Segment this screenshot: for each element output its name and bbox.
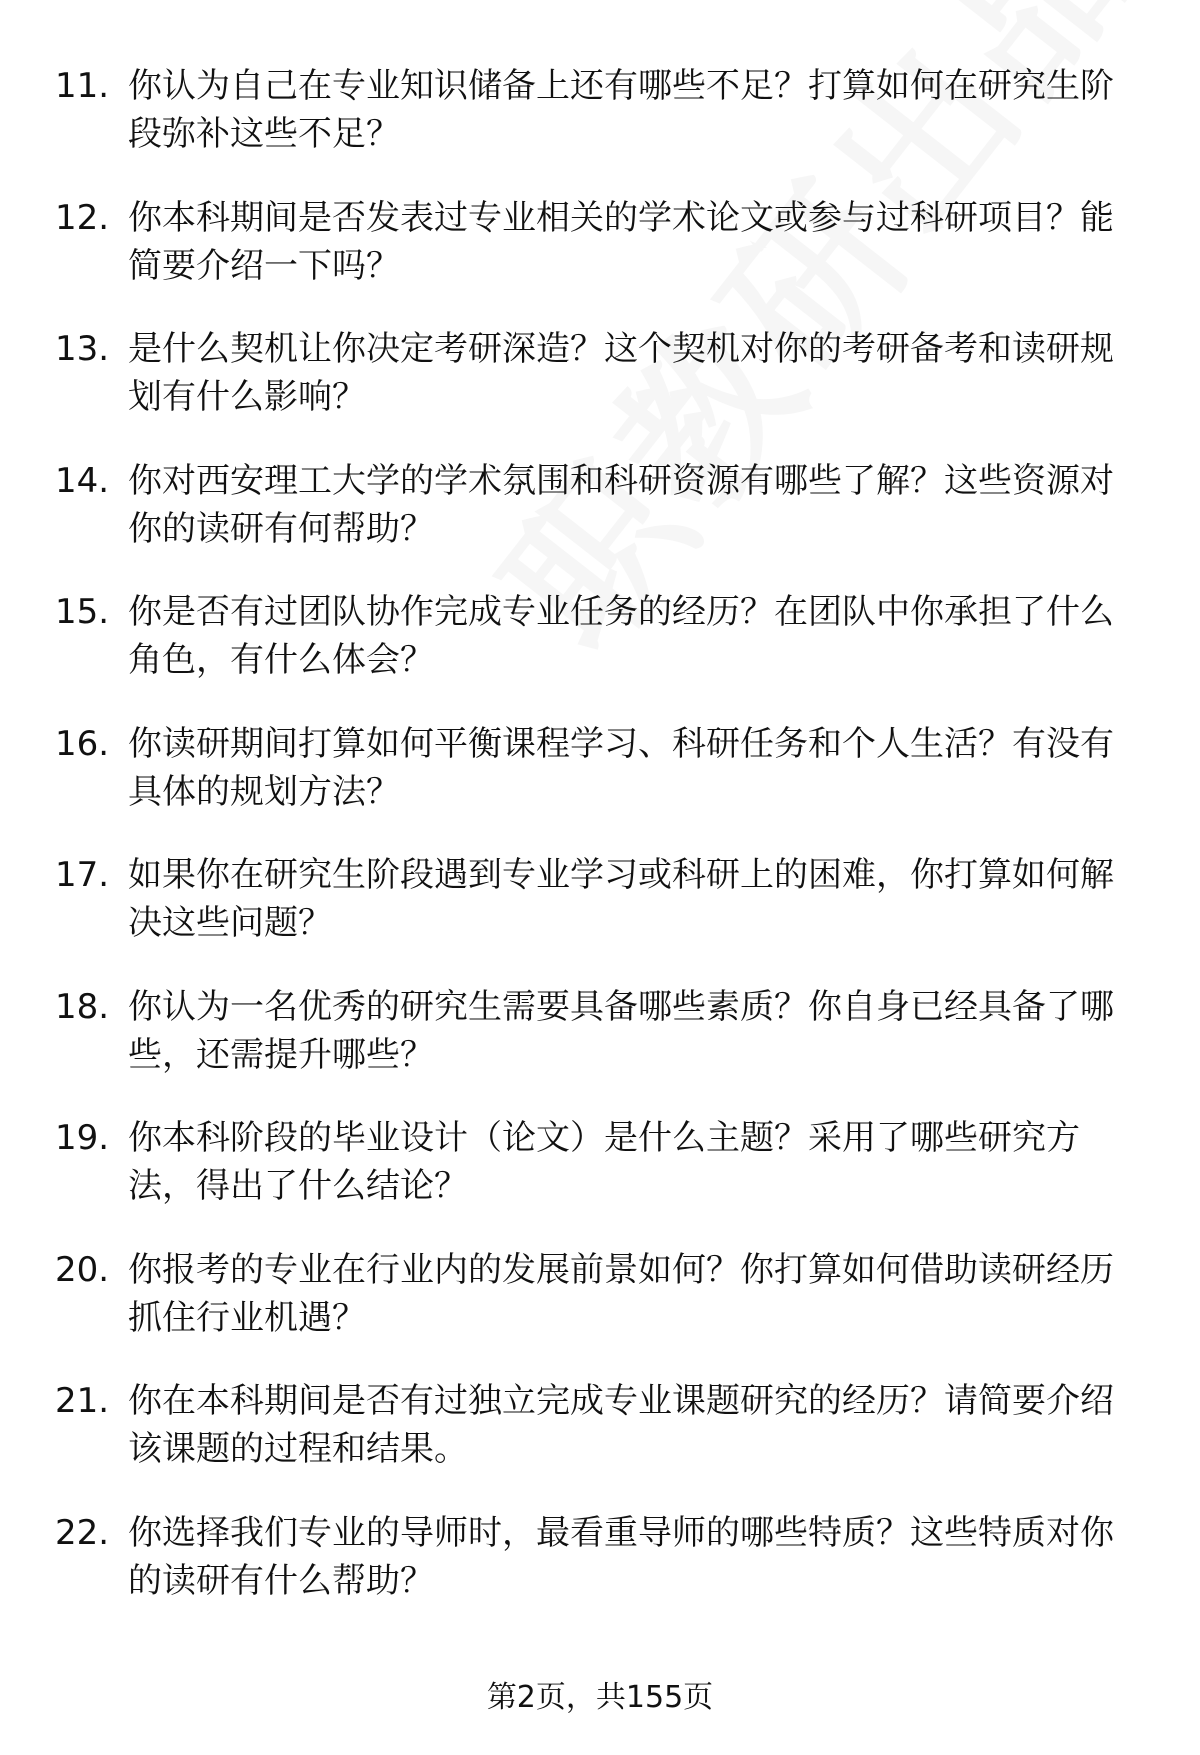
question-item bbox=[0, 700, 1200, 832]
question-text: 你报考的专业在行业内的发展前景如何？你打算如何借助读研经历抓住行业机遇？ bbox=[128, 1249, 1114, 1338]
question-item bbox=[0, 963, 1200, 1095]
question-item bbox=[0, 42, 1200, 174]
question-number: 20. bbox=[55, 1249, 110, 1290]
question-number: 12. bbox=[55, 197, 110, 238]
question-text: 你对西安理工大学的学术氛围和科研资源有哪些了解？这些资源对你的读研有何帮助？ bbox=[128, 460, 1114, 549]
question-text: 你认为一名优秀的研究生需要具备哪些素质？你自身已经具备了哪些，还需提升哪些？ bbox=[128, 986, 1114, 1075]
question-item bbox=[0, 305, 1200, 437]
question-number: 14. bbox=[55, 460, 110, 501]
question-item bbox=[0, 437, 1200, 569]
question-text: 如果你在研究生阶段遇到专业学习或科研上的困难，你打算如何解决这些问题？ bbox=[128, 855, 1114, 943]
page-number-footer: 第2页，共155页 bbox=[486, 1680, 714, 1715]
question-text: 是什么契机让你决定考研深造？这个契机对你的考研备考和读研规划有什么影响？ bbox=[128, 329, 1114, 417]
question-text: 你是否有过团队协作完成专业任务的经历？在团队中你承担了什么角色，有什么体会？ bbox=[128, 592, 1114, 680]
question-text: 你在本科期间是否有过独立完成专业课题研究的经历？请简要介绍该课题的过程和结果。 bbox=[128, 1381, 1114, 1469]
question-item bbox=[0, 1226, 1200, 1358]
question-item bbox=[0, 1489, 1200, 1621]
question-item bbox=[0, 174, 1200, 306]
question-text: 你读研期间打算如何平衡课程学习、科研任务和个人生活？有没有具体的规划方法？ bbox=[128, 723, 1114, 812]
question-number: 18. bbox=[55, 986, 110, 1027]
question-number: 21. bbox=[55, 1381, 110, 1421]
question-text: 你本科期间是否发表过专业相关的学术论文或参与过科研项目？能简要介绍一下吗？ bbox=[128, 197, 1114, 286]
question-text: 你本科阶段的毕业设计（论文）是什么主题？采用了哪些研究方法，得出了什么结论？ bbox=[128, 1118, 1080, 1206]
question-list bbox=[0, 42, 1200, 1620]
question-text: 你选择我们专业的导师时，最看重导师的哪些特质？这些特质对你的读研有什么帮助？ bbox=[128, 1512, 1114, 1601]
question-item bbox=[0, 1094, 1200, 1226]
question-item bbox=[0, 831, 1200, 963]
question-number: 16. bbox=[55, 723, 110, 764]
question-number: 13. bbox=[55, 329, 110, 369]
question-item bbox=[0, 568, 1200, 700]
question-item bbox=[0, 1357, 1200, 1489]
question-text: 你认为自己在专业知识储备上还有哪些不足？打算如何在研究生阶段弥补这些不足？ bbox=[128, 66, 1114, 154]
question-number: 19. bbox=[55, 1118, 110, 1158]
question-number: 22. bbox=[55, 1512, 110, 1553]
question-number: 11. bbox=[55, 66, 110, 106]
question-number: 15. bbox=[55, 592, 110, 632]
question-number: 17. bbox=[55, 855, 110, 895]
